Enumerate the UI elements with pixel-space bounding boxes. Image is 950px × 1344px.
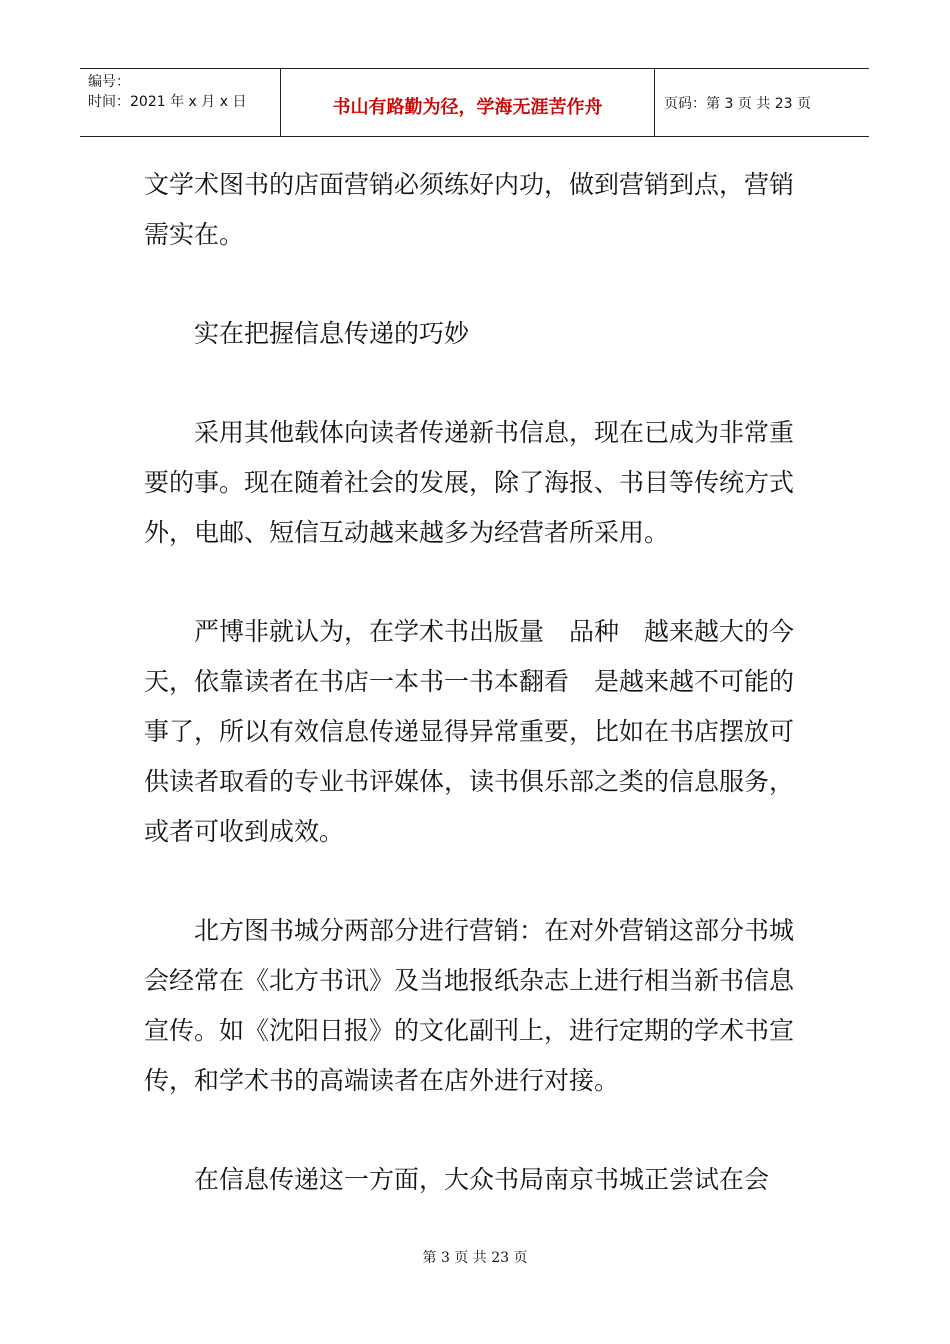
header-page-info: 页码：第 3 页 共 23 页 (664, 96, 811, 112)
paragraph: 严博非就认为，在学术书出版量 品种 越来越大的今天，依靠读者在书店一本书一书本翻看 是越来越不可能的事了，所以有效信息传递显得异常重要，比如在书店摆放可供读者取看的专业书评媒体，读书俱乐部之类的信息服务，或者可收到成效。 (144, 617, 795, 846)
section-heading: 实在把握信息传递的巧妙 (194, 319, 470, 348)
document-number-label: 编号： (88, 74, 130, 90)
header-right-cell (654, 69, 869, 136)
header-middle-cell (280, 69, 655, 136)
header-left-cell (80, 69, 280, 136)
document-body (144, 160, 806, 1254)
paragraph: 在信息传递这一方面，大众书局南京书城正尝试在会 (194, 1165, 770, 1194)
paragraph-continuation: 文学术图书的店面营销必须练好内功，做到营销到点，营销需实在。 (144, 170, 795, 249)
paragraph: 北方图书城分两部分进行营销：在对外营销这部分书城会经常在《北方书讯》及当地报纸杂志上进行相当新书信息宣传。如《沈阳日报》的文化副刊上，进行定期的学术书宣传，和学术书的高端读者在店外进行对接。 (144, 916, 795, 1095)
page-header (80, 68, 869, 137)
page-footer: 第 3 页 共 23 页 (422, 1250, 528, 1266)
header-motto: 书山有路勤为径，学海无涯苦作舟 (332, 97, 603, 118)
document-time-label: 时间：2021 年 x 月 x 日 (88, 94, 247, 110)
paragraph: 采用其他载体向读者传递新书信息，现在已成为非常重要的事。现在随着社会的发展，除了海报、书目等传统方式外，电邮、短信互动越来越多为经营者所采用。 (144, 418, 795, 547)
